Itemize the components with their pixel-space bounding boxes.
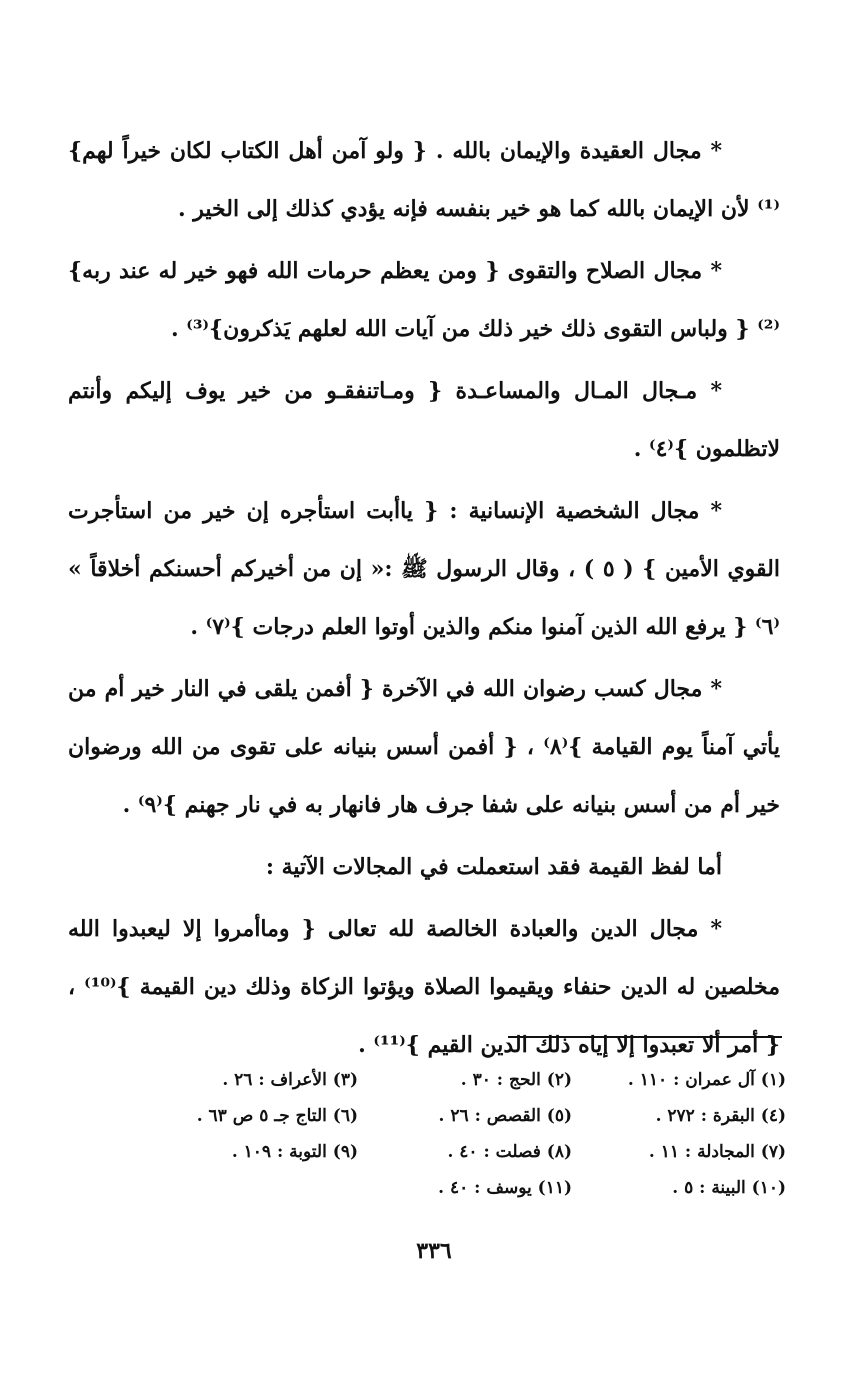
- body-text: [68, 122, 780, 1078]
- paragraph-personality: * مجال الشخصية الإنسانية : { ياأبت استأجره إن خير من استأجرت القوي الأمين } ( ٥ ) ، وقال الرسول ﷺ :« إن من أخيركم أحسنكم أخلاقاً » ⁽٦⁾ { يرفع الله الذين آمنوا منكم والذين أوتوا العلم درجات }⁽٧⁾ .: [68, 498, 780, 640]
- footnote-7: (٧) المجادلة : ١١ .: [648, 1142, 786, 1162]
- paragraph-afterlife: * مجال كسب رضوان الله في الآخرة { أفمن يلقى في النار خير أم من يأتي آمناً يوم القيامة }⁽٨⁾ ، { أفمن أسس بنيانه على تقوى من الله ورضوان خير أم من أسس بنيانه على شفا جرف هار فانهار به في نار جهنم }⁽٩⁾ .: [68, 676, 780, 818]
- footnote-2: (٢) الحج : ٣٠ .: [460, 1070, 572, 1090]
- footnote-4: (٤) البقرة : ٢٧٢ .: [655, 1106, 786, 1126]
- footnote-divider: [508, 1036, 782, 1038]
- page-number: ٣٣٦: [416, 1238, 452, 1264]
- paragraph-creed: * مجال العقيدة والإيمان بالله . { ولو آمن أهل الكتاب لكان خيراً لهم}⁽¹⁾ لأن الإيمان بالله كما هو خير بنفسه فإنه يؤدي كذلك إلى الخير .: [68, 138, 780, 222]
- footnote-10: (١٠) البينة : ٥ .: [672, 1178, 786, 1198]
- paragraph-wealth: * مـجال المـال والمساعـدة { ومـاتنفقـو من خير يوف إليكم وأنتم لاتظلمون }⁽٤⁾ .: [68, 378, 780, 462]
- paragraph-religion: * مجال الدين والعبادة الخالصة لله تعالى { وماأمروا إلا ليعبدوا الله مخلصين له الدين حنفاء ويقيموا الصلاة ويؤتوا الزكاة وذلك دين القيمة }⁽¹⁰⁾ ، { أمر ألا تعبدوا إلا إياه ذلك الدين القيم }⁽¹¹⁾ .: [68, 916, 781, 1058]
- footnote-6: (٦) التاج جـ ٥ ص ٦٣ .: [196, 1106, 358, 1126]
- footnote-1: (١) آل عمران : ١١٠ .: [627, 1070, 786, 1090]
- footnote-9: (٩) التوبة : ١٠٩ .: [231, 1142, 358, 1162]
- footnote-3: (٣) الأعراف : ٢٦ .: [222, 1070, 358, 1090]
- footnote-11: (١١) يوسف : ٤٠ .: [438, 1178, 572, 1198]
- paragraph-piety: * مجال الصلاح والتقوى { ومن يعظم حرمات الله فهو خير له عند ربه}⁽²⁾ { ولباس التقوى ذلك خير ذلك من آيات الله لعلهم يَذكرون}⁽³⁾ .: [68, 258, 780, 342]
- paragraph-qiyam-intro: أما لفظ القيمة فقد استعملت في المجالات الآتية :: [265, 854, 722, 880]
- footnotes: [150, 1066, 786, 1202]
- footnote-8: (٨) فصلت : ٤٠ .: [447, 1142, 572, 1162]
- footnote-5: (٥) القصص : ٢٦ .: [438, 1106, 572, 1126]
